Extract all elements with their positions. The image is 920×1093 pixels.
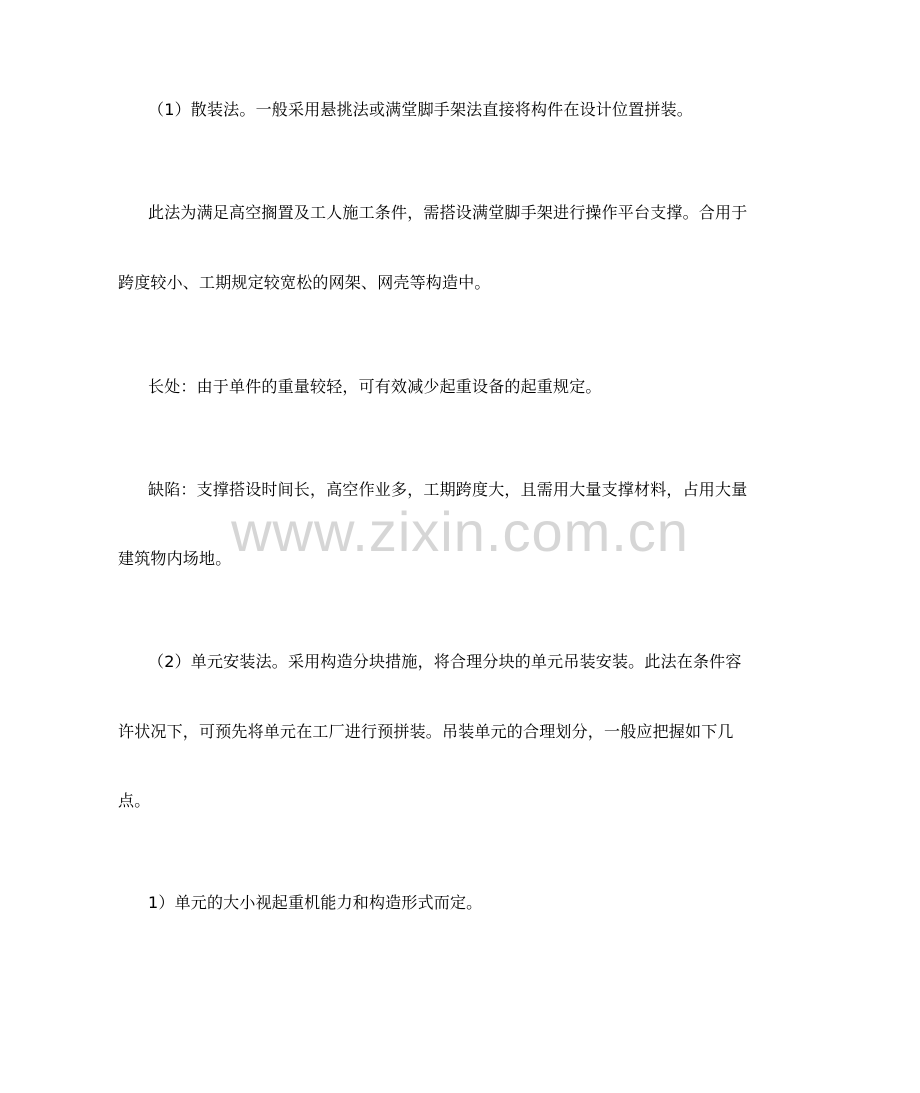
paragraph-2-line-2: 跨度较小、工期规定较宽松的网架、网壳等构造中。 bbox=[118, 273, 491, 292]
paragraph-5-line-1: （2）单元安装法。采用构造分块措施，将合理分块的单元吊装安装。此法在条件容 bbox=[148, 652, 742, 671]
paragraph-4-line-1: 缺陷：支撑搭设时间长，高空作业多，工期跨度大，且需用大量支撑材料，占用大量 bbox=[148, 480, 748, 499]
watermark: www.zixin.com.cn bbox=[231, 500, 689, 563]
paragraph-1-line-1: （1）散装法。一般采用悬挑法或满堂脚手架法直接将构件在设计位置拼装。 bbox=[148, 100, 693, 119]
paragraph-5-line-3: 点。 bbox=[118, 791, 151, 810]
paragraph-3-line-1: 长处：由于单件的重量较轻，可有效减少起重设备的起重规定。 bbox=[148, 377, 602, 396]
paragraph-6-line-1: 1）单元的大小视起重机能力和构造形式而定。 bbox=[148, 893, 483, 912]
paragraph-2-line-1: 此法为满足高空搁置及工人施工条件，需搭设满堂脚手架进行操作平台支撑。合用于 bbox=[148, 203, 748, 222]
paragraph-4-line-2: 建筑物内场地。 bbox=[118, 549, 232, 568]
paragraph-5-line-2: 许状况下，可预先将单元在工厂进行预拼装。吊装单元的合理划分，一般应把握如下几 bbox=[118, 722, 734, 741]
